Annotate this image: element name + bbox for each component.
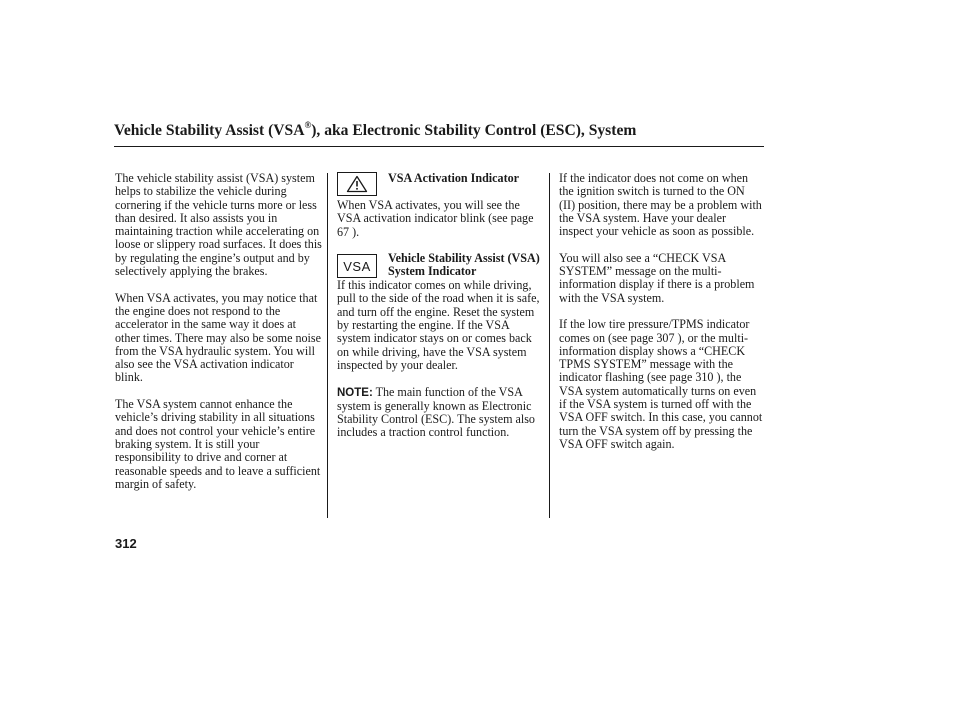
registered-mark: ® [304,120,312,130]
note-paragraph [337,386,543,440]
page-number: 312 [115,536,137,551]
page-title [114,121,764,141]
system-indicator-heading [337,252,543,279]
column-1 [115,172,323,504]
column-2 [337,172,543,453]
activation-indicator-heading [337,172,543,199]
indicator-not-on-paragraph: If the indicator does not come on when the ignition switch is turned to the ON (II) position, there may be a problem with the VSA system. Have your dealer inspect your vehicle as soon as possible. [559,171,762,239]
check-vsa-message-paragraph: You will also see a “CHECK VSA SYSTEM” message on the multi-information display if there is a problem with the VSA system. [559,250,755,305]
vsa-icon-label: VSA [343,258,371,274]
limitation-paragraph: The VSA system cannot enhance the vehicle’s driving stability in all situations and does not control your vehicle’s entire braking system. It is still your responsibility to drive and corner at reasonable speeds and to leave a sufficient margin of safety. [115,397,321,491]
note-text: The main function of the VSA system is generally known as Electronic Stability Control (ESC). The system also includes a traction control function. [337,384,535,440]
system-indicator-title: Vehicle Stability Assist (VSA) System Indicator [388,251,540,279]
column-divider-1 [327,173,328,518]
note-label: NOTE: [337,386,373,399]
system-indicator-text: If this indicator comes on while driving, pull to the side of the road when it is safe, and turn off the engine. Reset the system by restarting the engine. If the VSA system indicator stays on or comes back on while driving, have the VSA system inspected by your dealer. [337,278,540,372]
activation-indicator-title: VSA Activation Indicator [388,171,520,185]
activation-indicator-text: When VSA activates, you will see the VSA activation indicator blink (see page 67 ). [337,198,534,239]
title-text-end: ), aka Electronic Stability Control (ESC), System [311,122,637,139]
column-divider-2 [549,173,550,518]
title-text-start: Vehicle Stability Assist (VSA [114,122,305,139]
title-underline [114,146,764,147]
vsa-indicator-icon [337,254,377,278]
intro-paragraph: The vehicle stability assist (VSA) system helps to stabilize the vehicle during cornering if the vehicle turns more or less than desired. It also assists you in maintaining traction while accelerating on loose or slippery road surfaces. It does this by regulating the engine’s output and by selectively applying the brakes. [115,171,322,279]
column-3 [559,172,763,465]
warning-triangle-icon [337,172,377,196]
tpms-paragraph: If the low tire pressure/TPMS indicator comes on (see page 307 ), or the multi-information display shows a “CHECK TPMS SYSTEM” message with the indicator flashing (see page 310 ), the VSA system automatically turns on even if the VSA system is turned off with the VSA OFF switch. In this case, you cannot turn the VSA system off by pressing the VSA OFF switch again. [559,317,763,451]
activation-paragraph: When VSA activates, you may notice that the engine does not respond to the accelerator in the same way it does at other times. There may also be some noise from the VSA hydraulic system. You will also see the VSA activation indicator blink. [115,290,321,385]
